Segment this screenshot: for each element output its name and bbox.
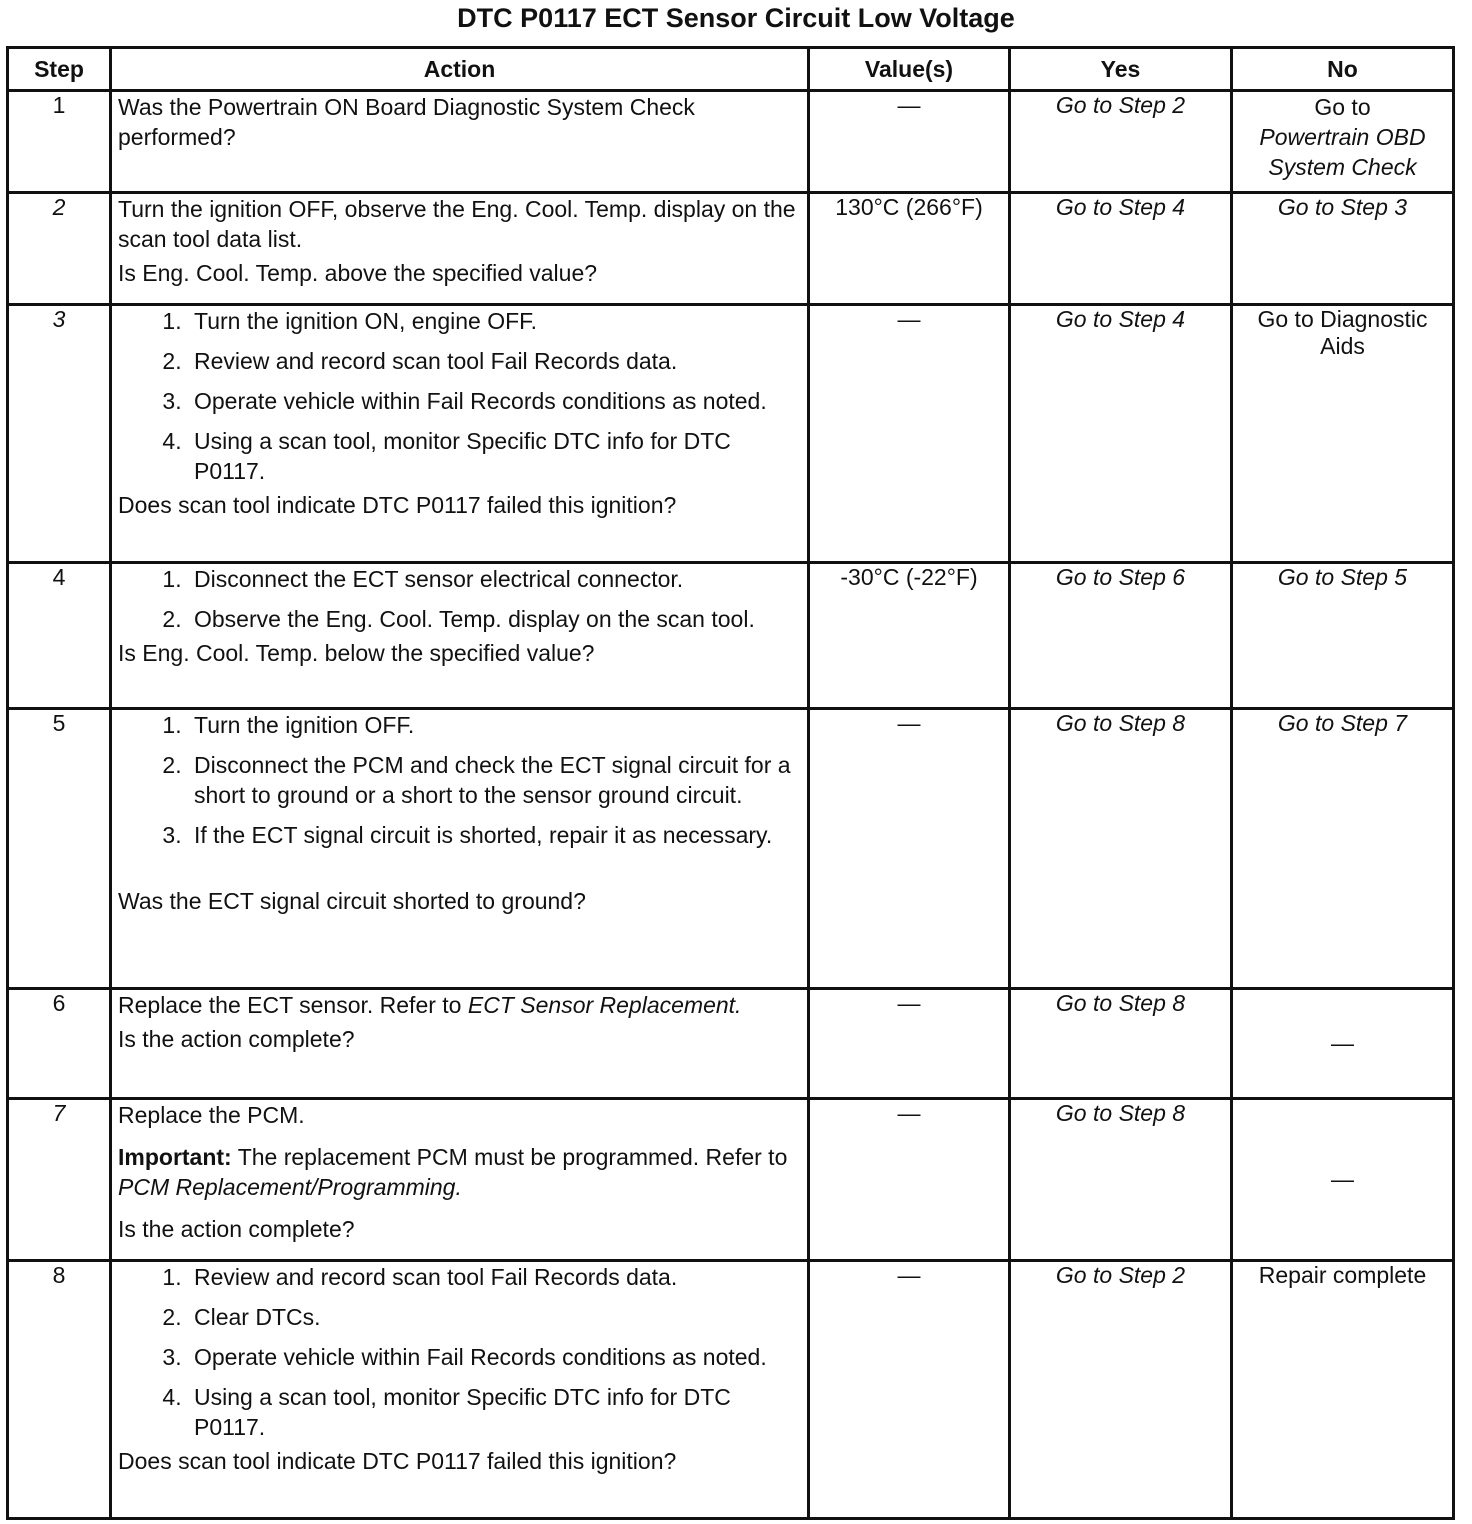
list-item: 3. If the ECT signal circuit is shorted, repair it as necessary. bbox=[188, 820, 801, 850]
value-cell: 130°C (266°F) bbox=[809, 193, 1010, 305]
step-number: 8 bbox=[8, 1261, 111, 1519]
step-number: 1 bbox=[8, 91, 111, 193]
list-item: 1. Turn the ignition OFF. bbox=[188, 710, 801, 740]
no-cell: — bbox=[1232, 1099, 1454, 1261]
action-steps-list bbox=[118, 710, 801, 850]
action-cell bbox=[111, 91, 809, 193]
list-item: 3. Operate vehicle within Fail Records conditions as noted. bbox=[188, 1342, 801, 1372]
list-item: 1. Review and record scan tool Fail Records data. bbox=[188, 1262, 801, 1292]
no-cell: Repair complete bbox=[1232, 1261, 1454, 1519]
yes-cell: Go to Step 8 bbox=[1010, 989, 1232, 1099]
table-row bbox=[8, 989, 1454, 1099]
table-row bbox=[8, 91, 1454, 193]
no-line-1: Go to bbox=[1314, 94, 1371, 120]
action-question: Does scan tool indicate DTC P0117 failed this ignition? bbox=[118, 1448, 677, 1474]
header-action: Action bbox=[111, 48, 809, 91]
action-cell bbox=[111, 1099, 809, 1261]
no-cell: Go to Step 3 bbox=[1232, 193, 1454, 305]
header-values: Value(s) bbox=[809, 48, 1010, 91]
action-steps-list bbox=[118, 306, 801, 486]
action-cell bbox=[111, 989, 809, 1099]
step-number: 7 bbox=[8, 1099, 111, 1261]
action-cell bbox=[111, 709, 809, 989]
step-number: 2 bbox=[8, 193, 111, 305]
action-cell bbox=[111, 563, 809, 709]
value-cell: — bbox=[809, 989, 1010, 1099]
action-text: Replace the PCM. bbox=[118, 1102, 305, 1128]
list-item: 1. Turn the ignition ON, engine OFF. bbox=[188, 306, 801, 336]
value-cell: — bbox=[809, 709, 1010, 989]
action-question: Was the ECT signal circuit shorted to ground? bbox=[118, 888, 586, 914]
value-cell: — bbox=[809, 91, 1010, 193]
yes-cell: Go to Step 6 bbox=[1010, 563, 1232, 709]
list-item: 2. Disconnect the PCM and check the ECT signal circuit for a short to ground or a short to the sensor ground circuit. bbox=[188, 750, 801, 810]
important-label: Important: bbox=[118, 1144, 232, 1170]
no-cell: Go to Step 7 bbox=[1232, 709, 1454, 989]
important-text: The replacement PCM must be programmed. Refer to bbox=[237, 1144, 788, 1170]
yes-cell: Go to Step 4 bbox=[1010, 305, 1232, 563]
diagnostic-table bbox=[6, 46, 1455, 1520]
action-text bbox=[118, 990, 801, 1020]
table-row bbox=[8, 563, 1454, 709]
yes-cell: Go to Step 2 bbox=[1010, 1261, 1232, 1519]
list-item: 2. Clear DTCs. bbox=[188, 1302, 801, 1332]
table-row bbox=[8, 709, 1454, 989]
table-row bbox=[8, 305, 1454, 563]
step-number: 5 bbox=[8, 709, 111, 989]
action-question: Does scan tool indicate DTC P0117 failed this ignition? bbox=[118, 492, 677, 518]
list-item: 2. Observe the Eng. Cool. Temp. display on the scan tool. bbox=[188, 604, 801, 634]
reference-link-text: PCM Replacement/Programming. bbox=[118, 1174, 462, 1200]
value-cell: -30°C (-22°F) bbox=[809, 563, 1010, 709]
action-steps-list bbox=[118, 564, 801, 634]
action-cell bbox=[111, 193, 809, 305]
action-question: Is the action complete? bbox=[118, 1216, 355, 1242]
action-text-pre: Replace the ECT sensor. Refer to bbox=[118, 992, 462, 1018]
value-cell: — bbox=[809, 1099, 1010, 1261]
list-item: 2. Review and record scan tool Fail Records data. bbox=[188, 346, 801, 376]
list-item: 3. Operate vehicle within Fail Records conditions as noted. bbox=[188, 386, 801, 416]
table-row bbox=[8, 1261, 1454, 1519]
no-cell: Go to Step 5 bbox=[1232, 563, 1454, 709]
yes-cell: Go to Step 8 bbox=[1010, 709, 1232, 989]
no-cell: Go to Diagnostic Aids bbox=[1232, 305, 1454, 563]
no-cell bbox=[1232, 91, 1454, 193]
header-step: Step bbox=[8, 48, 111, 91]
action-cell bbox=[111, 1261, 809, 1519]
action-steps-list bbox=[118, 1262, 801, 1442]
step-number: 6 bbox=[8, 989, 111, 1099]
yes-cell: Go to Step 4 bbox=[1010, 193, 1232, 305]
table-header-row bbox=[8, 48, 1454, 91]
step-number: 3 bbox=[8, 305, 111, 563]
action-cell bbox=[111, 305, 809, 563]
table-row bbox=[8, 193, 1454, 305]
page-title: DTC P0117 ECT Sensor Circuit Low Voltage bbox=[457, 3, 1015, 33]
header-yes: Yes bbox=[1010, 48, 1232, 91]
yes-cell: Go to Step 2 bbox=[1010, 91, 1232, 193]
no-cell: — bbox=[1232, 989, 1454, 1099]
yes-cell: Go to Step 8 bbox=[1010, 1099, 1232, 1261]
action-question: Is Eng. Cool. Temp. above the specified value? bbox=[118, 260, 598, 286]
list-item: 1. Disconnect the ECT sensor electrical connector. bbox=[188, 564, 801, 594]
value-cell: — bbox=[809, 305, 1010, 563]
header-no: No bbox=[1232, 48, 1454, 91]
action-text: Was the Powertrain ON Board Diagnostic System Check performed? bbox=[118, 94, 695, 150]
important-note bbox=[118, 1142, 801, 1202]
action-question: Is Eng. Cool. Temp. below the specified value? bbox=[118, 640, 595, 666]
action-question: Is the action complete? bbox=[118, 1026, 355, 1052]
action-text: Turn the ignition OFF, observe the Eng. Cool. Temp. display on the scan tool data list. bbox=[118, 196, 796, 252]
list-item: 4. Using a scan tool, monitor Specific DTC info for DTC P0117. bbox=[188, 426, 801, 486]
step-number: 4 bbox=[8, 563, 111, 709]
no-line-2: Powertrain OBD System Check bbox=[1259, 124, 1426, 180]
reference-link-text: ECT Sensor Replacement. bbox=[467, 992, 742, 1018]
value-cell: — bbox=[809, 1261, 1010, 1519]
table-row bbox=[8, 1099, 1454, 1261]
list-item: 4. Using a scan tool, monitor Specific DTC info for DTC P0117. bbox=[188, 1382, 801, 1442]
